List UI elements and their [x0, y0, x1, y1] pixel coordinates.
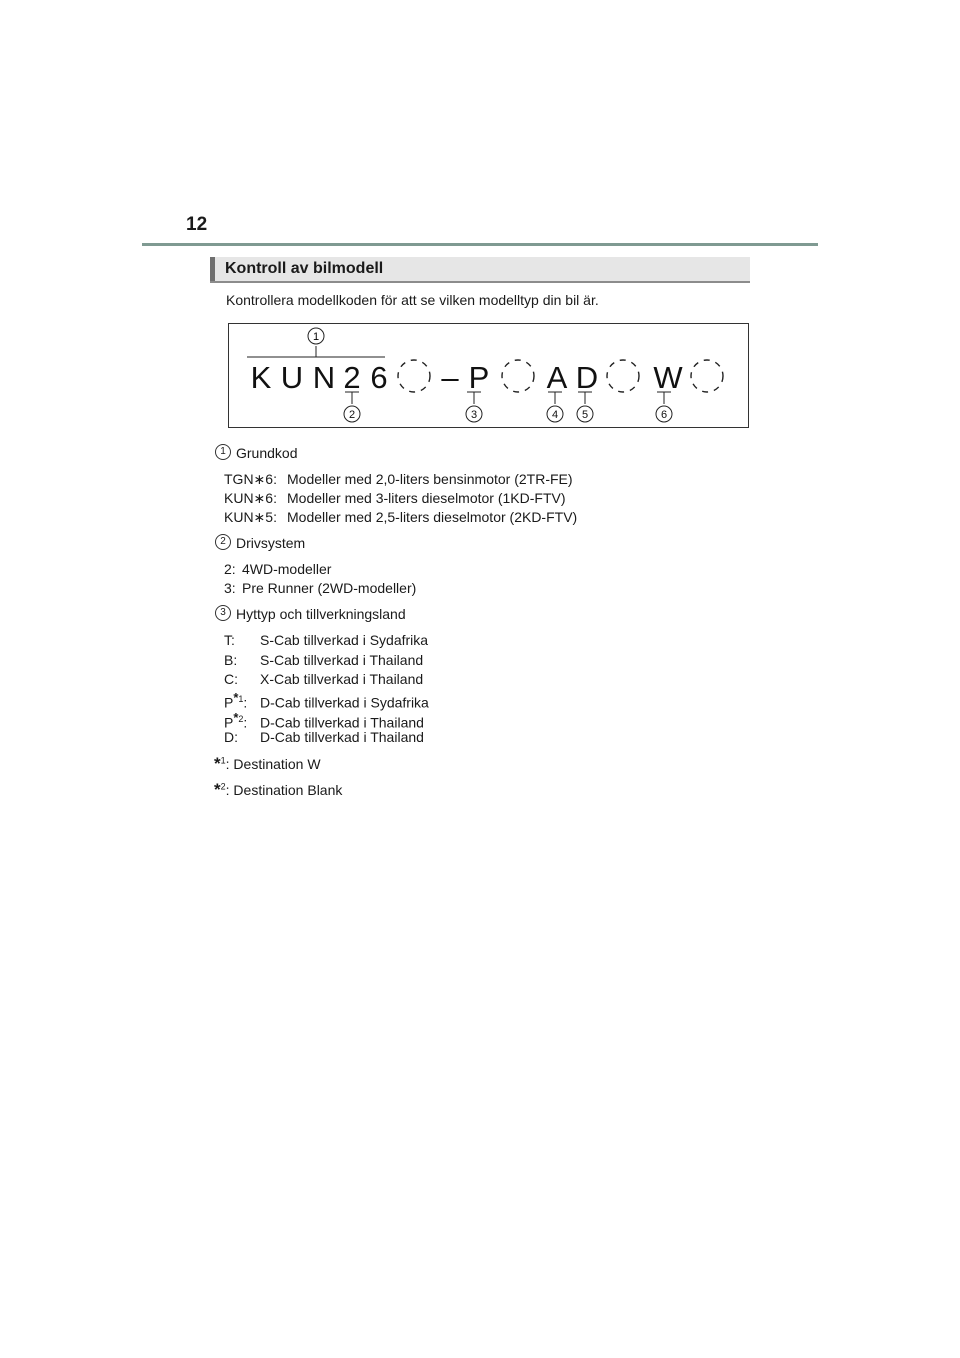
callout-1: 1 — [312, 331, 320, 343]
entry-code: 2: — [224, 561, 236, 577]
entry-desc: X-Cab tillverkad i Thailand — [260, 671, 424, 687]
entry-code: 3: — [224, 580, 236, 596]
group-heading-grundkod — [215, 445, 297, 462]
entry-desc: S-Cab tillverkad i Sydafrika — [260, 632, 429, 648]
code-letter-k: K — [250, 360, 272, 395]
callout-4: 4 — [551, 409, 559, 421]
placeholder-circle-1 — [398, 360, 430, 392]
footnote-star: * — [233, 710, 239, 725]
entry-desc: Modeller med 2,5-liters dieselmotor (2KD-FTV) — [287, 509, 578, 525]
footnote-2 — [214, 780, 342, 800]
code-letter-u: U — [280, 360, 304, 395]
section-header-bar — [210, 257, 215, 281]
entry-code-tail: : — [243, 714, 248, 731]
group-number-circle: 3 — [215, 605, 231, 621]
group-title: Drivsystem — [236, 535, 306, 551]
entry-code-tail: : — [243, 694, 248, 711]
section-header — [210, 257, 750, 283]
entry-code — [224, 710, 260, 731]
code-letter-d: D — [575, 360, 599, 395]
entry-code: KUN∗5: — [224, 509, 277, 525]
list-item — [224, 690, 429, 711]
code-letter-a: A — [546, 360, 568, 395]
model-code-diagram — [228, 323, 749, 428]
group-heading-hyttyp — [215, 606, 406, 623]
list-item — [224, 490, 566, 507]
footnote-number: 1 — [220, 755, 226, 766]
model-code-svg — [229, 324, 750, 429]
footnote-number: 2 — [220, 781, 226, 792]
intro-text: Kontrollera modellkoden för att se vilken modelltyp din bil är. — [226, 292, 599, 308]
entry-code-letter: P — [224, 714, 234, 731]
callout-5: 5 — [581, 409, 589, 421]
page-number: 12 — [186, 214, 208, 235]
list-item — [224, 632, 428, 648]
entry-code: C: — [224, 671, 238, 687]
callout-3: 3 — [470, 409, 478, 421]
list-item — [224, 471, 573, 488]
group-title: Hyttyp och tillverkningsland — [236, 606, 406, 622]
section-title: Kontroll av bilmodell — [225, 260, 384, 277]
entry-code — [224, 690, 260, 711]
group-heading-drivsystem — [215, 535, 305, 552]
entry-desc: D-Cab tillverkad i Thailand — [260, 729, 424, 745]
footnote-star: * — [214, 780, 221, 799]
entry-code-sup: 2 — [238, 714, 244, 724]
entry-code-letter: P — [224, 694, 234, 711]
footnote-star: * — [214, 754, 221, 773]
list-item — [224, 561, 331, 577]
entry-desc: Modeller med 3-liters dieselmotor (1KD-FTV) — [287, 490, 566, 506]
callout-2: 2 — [348, 409, 356, 421]
entry-code: T: — [224, 632, 235, 648]
entry-code-sup: 1 — [238, 694, 244, 704]
list-item — [224, 580, 416, 596]
code-letter-p: P — [468, 360, 490, 395]
entry-code: B: — [224, 652, 238, 668]
entry-desc: D-Cab tillverkad i Thailand — [260, 714, 424, 731]
entry-desc: Pre Runner (2WD-modeller) — [242, 580, 417, 596]
entry-code: TGN∗6: — [224, 471, 277, 487]
code-letter-w: W — [653, 360, 683, 395]
callout-6: 6 — [660, 409, 668, 421]
group-title: Grundkod — [236, 445, 298, 461]
footnote-text: : Destination Blank — [225, 782, 343, 798]
footnote-1 — [214, 754, 321, 774]
entry-desc: D-Cab tillverkad i Sydafrika — [260, 694, 429, 711]
code-letter-dash: – — [441, 360, 459, 395]
list-item — [224, 652, 423, 668]
code-letter-n: N — [312, 360, 336, 395]
code-letter-6: 6 — [370, 360, 388, 395]
placeholder-circle-4 — [691, 360, 723, 392]
entry-code: D: — [224, 729, 238, 745]
list-item — [224, 509, 577, 526]
footnote-star: * — [233, 690, 239, 705]
list-item — [224, 671, 423, 687]
footnote-text: : Destination W — [225, 756, 321, 772]
group-number-circle: 2 — [215, 534, 231, 550]
entry-desc: 4WD-modeller — [242, 561, 332, 577]
list-item — [224, 729, 424, 745]
placeholder-circle-2 — [502, 360, 534, 392]
entry-desc: Modeller med 2,0-liters bensinmotor (2TR-FE) — [287, 471, 573, 487]
code-letter-2: 2 — [343, 360, 361, 395]
placeholder-circle-3 — [607, 360, 639, 392]
list-item — [224, 710, 424, 731]
entry-desc: S-Cab tillverkad i Thailand — [260, 652, 424, 668]
entry-code: KUN∗6: — [224, 490, 277, 506]
header-rule — [142, 243, 818, 246]
group-number-circle: 1 — [215, 444, 231, 460]
